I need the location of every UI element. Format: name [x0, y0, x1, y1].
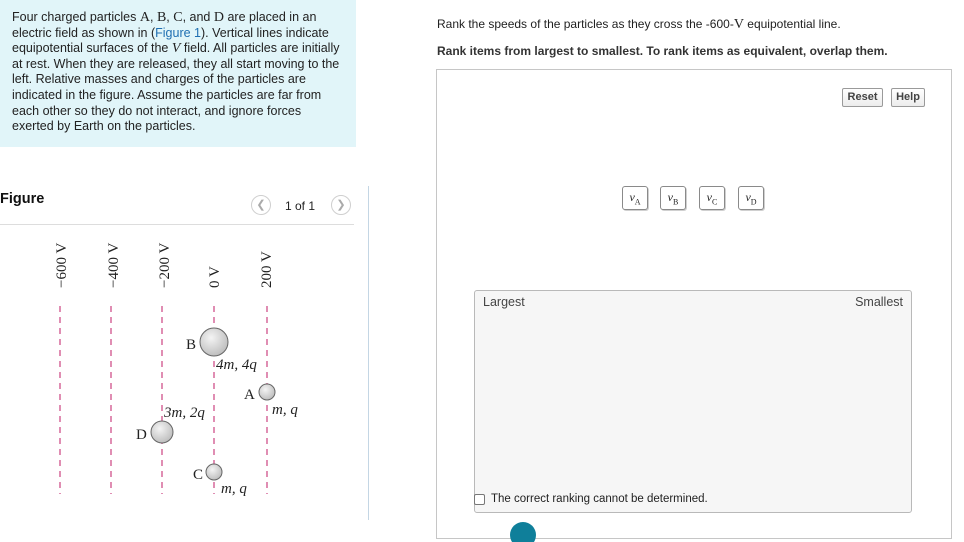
figure-page-indicator: 1 of 1 [285, 199, 316, 213]
problem-part-1: are placed in an electric field as shown in ( [12, 10, 317, 40]
particle-a-mass-charge: m, q [272, 402, 298, 418]
largest-label: Largest [483, 295, 525, 309]
particle-a [259, 384, 275, 400]
pearson-logo-mark [510, 522, 536, 542]
particle-b-symbol: B [156, 10, 167, 25]
cannot-determine-option[interactable] [474, 493, 708, 505]
rank-item-vc-sub: C [711, 197, 718, 207]
cannot-determine-label: The correct ranking cannot be determined. [491, 493, 708, 505]
figure-title: Figure [0, 191, 45, 207]
panel-divider [368, 186, 369, 520]
particle-c-mass-charge: m, q [221, 481, 247, 497]
help-button[interactable]: Help [891, 88, 925, 107]
rank-item-vb[interactable] [660, 186, 686, 210]
particle-c-letter: C [193, 467, 204, 483]
problem-part-3: field. All particles are initially at rest. When they are released, they all start moving to the left. Relative masses and charges of the particles are indicated in the figure. Assume the particles are far from each other so they do not interact, and ignore forces exerted by Earth on the particles. [12, 41, 340, 134]
particle-d-symbol: D [213, 10, 224, 25]
problem-intro: Four charged particles [12, 10, 137, 24]
ranking-panel [436, 69, 952, 539]
particle-b [200, 328, 228, 356]
rank-item-vb-sub: B [672, 197, 679, 207]
particle-a-symbol: A [139, 10, 150, 25]
cannot-determine-checkbox[interactable] [474, 494, 485, 505]
equipotential-figure [0, 226, 340, 498]
rank-item-va-sub: A [634, 197, 641, 207]
particle-d [151, 421, 173, 443]
rank-item-vc-symbol: v [706, 190, 712, 204]
question-text-after: equipotential line. [743, 17, 841, 31]
equipotential-label-0: 0 V [207, 266, 223, 288]
smallest-label: Smallest [855, 295, 903, 309]
equipotential-label-minus400: −400 V [106, 242, 122, 288]
problem-comma-1: , [149, 10, 157, 24]
particle-b-letter: B [186, 337, 197, 353]
particle-c-symbol: C [173, 10, 183, 25]
chevron-right-icon[interactable]: ❯ [331, 195, 351, 215]
rank-item-vd[interactable] [738, 186, 764, 210]
particle-d-mass-charge: 3m, 2q [164, 405, 205, 421]
rank-item-vd-sub: D [750, 197, 757, 207]
reset-button[interactable]: Reset [842, 88, 883, 107]
particle-c [206, 464, 222, 480]
question-text [437, 17, 841, 33]
question-text-before: Rank the speeds of the particles as they cross the -600- [437, 17, 734, 31]
problem-comma-2: , [166, 10, 174, 24]
rank-item-va[interactable] [622, 186, 648, 210]
rank-item-vd-symbol: v [745, 190, 751, 204]
equipotential-label-minus600: −600 V [54, 242, 70, 288]
problem-and: , and [182, 10, 214, 24]
problem-part-2: ). Vertical lines indicate equipotential surfaces of the [12, 25, 329, 56]
rank-item-vc[interactable] [699, 186, 725, 210]
figure-link[interactable]: Figure 1 [155, 25, 201, 40]
particle-a-letter: A [244, 387, 255, 403]
particle-b-mass-charge: 4m, 4q [216, 357, 257, 373]
figure-divider [0, 224, 354, 225]
ranking-drop-zone[interactable] [474, 290, 912, 513]
question-variable: V [733, 17, 744, 32]
field-variable: V [171, 41, 181, 57]
equipotential-label-200: 200 V [259, 251, 275, 288]
ranking-instruction: Rank items from largest to smallest. To rank items as equivalent, overlap them. [437, 44, 888, 58]
rank-item-vb-symbol: v [667, 190, 673, 204]
equipotential-label-minus200: −200 V [157, 242, 173, 288]
problem-statement [0, 0, 356, 147]
rank-item-va-symbol: v [629, 190, 635, 204]
chevron-left-icon[interactable]: ❮ [251, 195, 271, 215]
pearson-logo [510, 522, 650, 542]
particle-d-letter: D [136, 427, 147, 443]
